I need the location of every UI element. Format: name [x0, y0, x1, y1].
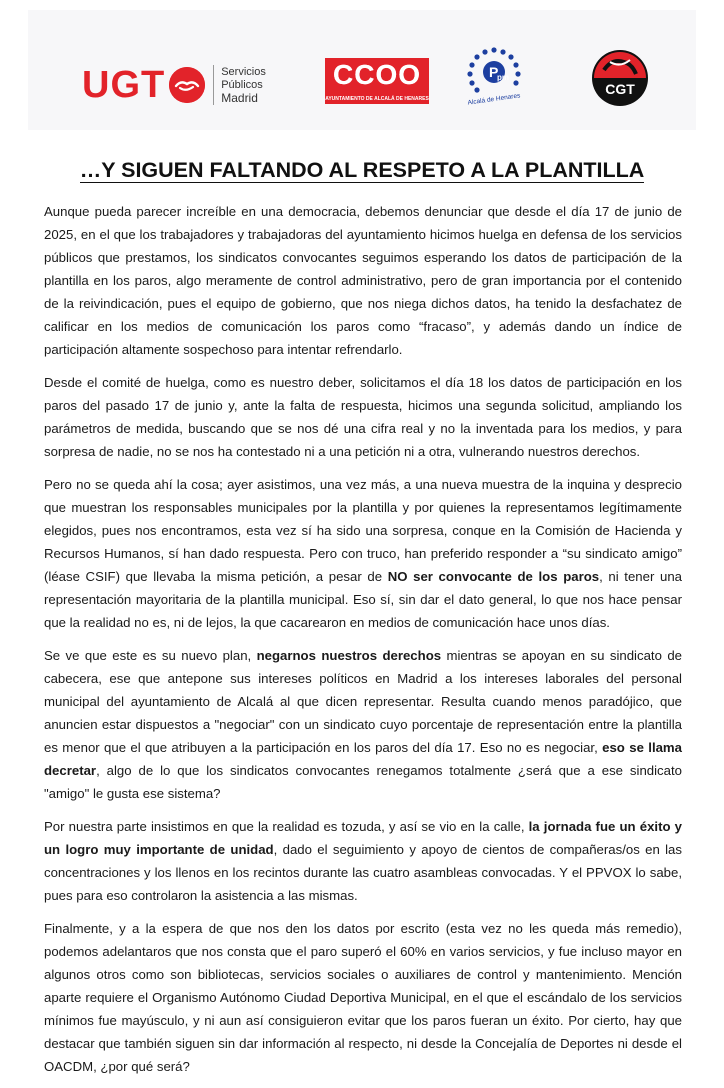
ccoo-logo-subtitle: AYUNTAMIENTO DE ALCALÁ DE HENARES — [325, 96, 429, 102]
ugt-logo-text: UGT — [82, 64, 166, 106]
svg-text:P: P — [489, 64, 499, 80]
emphasis-text: la jornada fue un éxito y un logro muy importante de unidad — [44, 819, 682, 857]
cgt-logo — [590, 48, 650, 108]
page-title-text: …Y SIGUEN FALTANDO AL RESPETO A LA PLANTILLA — [79, 158, 645, 182]
body-paragraph — [44, 917, 682, 1078]
paragraph-text: Finalmente, y a la espera de que nos den los datos por escrito (esta vez no les queda más remedio), podemos adelantaros que nos consta que el paro superó el 60% en varios servicios, y fue incluso mayor en algunos otros como son bibliotecas, servicios sociales o auxiliares de control y mantenimiento. Mención aparte requiere el Organismo Autónomo Ciudad Deportiva Municipal, en el que el escándalo de los servicios mínimos fue mayúsculo, y ni aun así consiguieron evitar que los paros fueran un éxito. Por cierto, hay que destacar que también siguen sin dar información al respecto, ni desde la Concejalía de Deportes ni desde el OACDM, ¿por qué será? — [44, 921, 682, 1074]
body-paragraph — [44, 200, 682, 361]
cgt-logo-text: CGT — [605, 81, 635, 97]
paragraph-text: Por nuestra parte insistimos en que la realidad es tozuda, y así se vio en la calle, — [44, 819, 529, 834]
body-paragraph — [44, 473, 682, 634]
ccoo-logo-text: CCOO — [333, 59, 421, 90]
paragraph-text: , algo de lo que los sindicatos convocantes renegamos totalmente ¿será que a ese sindicato "amigo" le gusta ese sistema? — [44, 763, 682, 801]
paragraph-text: Se ve que este es su nuevo plan, — [44, 648, 257, 663]
svg-text:pm: pm — [497, 73, 509, 82]
document-body — [44, 200, 682, 1088]
paragraph-text: mientras se apoyan en su sindicato de cabecera, ese que antepone sus intereses políticos en Madrid a los intereses laborales del personal municipal del ayuntamiento de Alcalá al que dicen representar. Resulta cuando menos paradójico, que anuncien estar dispuestos a "negociar" con un sindicato cuyo porcentaje de representación entre la plantilla es menor que el que atribuyen a la participación en los paros del día 17. Eso no es negociar, — [44, 648, 682, 755]
paragraph-text: , dado el seguimiento y apoyo de cientos de compañeras/os en las concentraciones y los llenos en los recintos durante las cuatro asambleas convocadas. Y el PPVOX lo sabe, pues para eso controlaron la asistencia a las mismas. — [44, 842, 682, 903]
ppm-logo-subtitle: Alcalá de Henares — [467, 92, 521, 107]
ccoo-logo — [325, 58, 429, 104]
handshake-icon — [169, 67, 205, 103]
page-title — [0, 158, 724, 183]
emphasis-text: negarnos nuestros derechos — [256, 648, 442, 663]
ugt-logo — [82, 60, 266, 110]
body-paragraph — [44, 371, 682, 463]
paragraph-text: , ni tener una representación mayoritaria de la plantilla municipal. Eso sí, sin dar el dato general, lo que nos hace pensar que la realidad no es, ni de lejos, la que cacarearon en medios de comunicación hace unos días. — [44, 569, 683, 630]
paragraph-text: Pero no se queda ahí la cosa; ayer asistimos, una vez más, a una nueva muestra de la inquina y desprecio que muestran los responsables municipales por la plantilla y por quienes la representamos legítimamente elegidos, pues nos encontramos, esta vez sí ha sido una sorpresa, conque en la Comisión de Hacienda y Recursos Humanos, sí han dado respuesta. Pero con truco, han preferido responder a “su sindicato amigo” (léase CSIF) que llevaba la misma petición, a pesar de — [44, 477, 682, 584]
paragraph-text: Aunque pueda parecer increíble en una democracia, debemos denunciar que desde el día 17 de junio de 2025, en el que los trabajadores y trabajadoras del ayuntamiento hicimos huelga en defensa de los servicios públicos que prestamos, los sindicatos convocantes seguimos esperando los datos de participación de la plantilla en los paros, algo meramente de control administrativo, pero de gran importancia por el contenido de la reivindicación, pues el equipo de gobierno, que nos niega dichos datos, ha tenido la desfachatez de calificar en los medios de comunicación los paros como “fracaso”, y además dando un índice de participación altamente sospechoso para intentar refrendarlo. — [44, 204, 682, 357]
ugt-line-1: Servicios — [221, 65, 266, 78]
ugt-subtitle — [221, 66, 266, 105]
body-paragraph — [44, 815, 682, 907]
paragraph-text: Desde el comité de huelga, como es nuestro deber, solicitamos el día 18 los datos de participación en los paros del pasado 17 de junio y, ante la falta de respuesta, hicimos una segunda solicitud, ampliando los parámetros de medida, buscando que se nos dé una cifra real y no la inventada para los medios, y para sorpresa de nadie, no se nos ha contestado ni a una petición ni a otra, vulnerando nuestros derechos. — [44, 375, 682, 459]
ugt-line-2: Públicos — [221, 78, 263, 91]
ugt-divider — [213, 65, 214, 105]
cgt-logo-icon — [590, 48, 650, 108]
emphasis-text: eso se llama decretar — [44, 740, 682, 778]
ugt-line-3: Madrid — [221, 90, 258, 105]
body-paragraph — [44, 644, 682, 805]
emphasis-text: NO ser convocante de los paros — [387, 569, 600, 584]
